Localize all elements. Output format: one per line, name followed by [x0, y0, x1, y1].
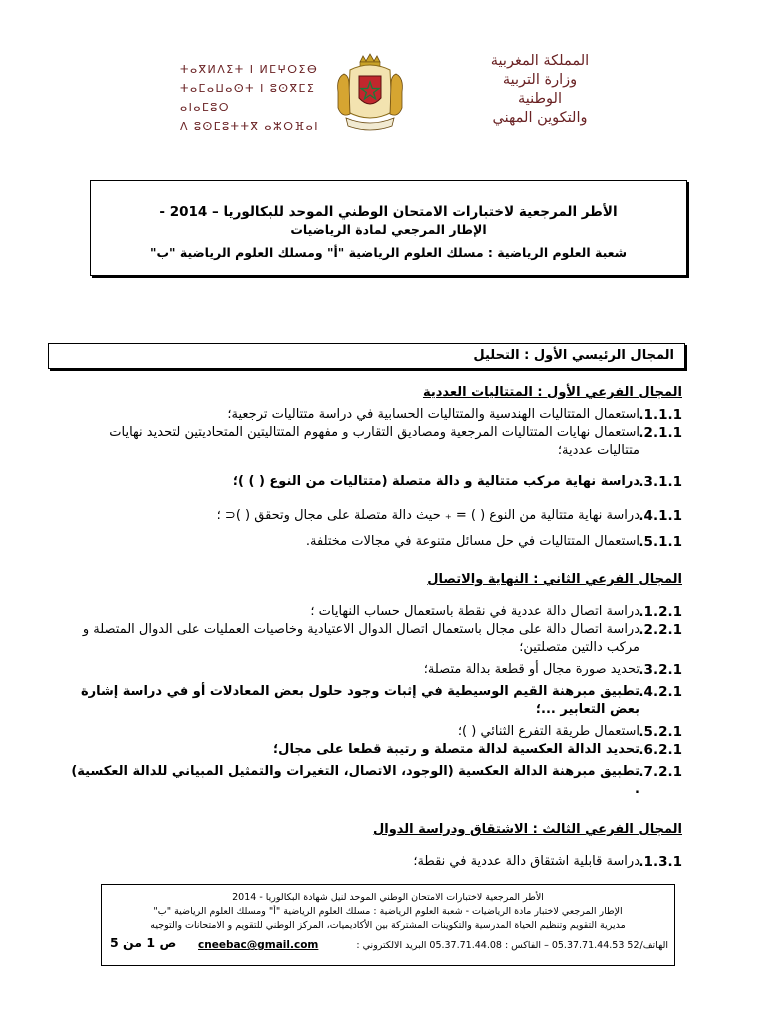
item-number: .5.2.1 — [638, 724, 682, 740]
item-text: دراسة قابلية اشتقاق دالة عددية في نقطة؛ — [413, 854, 640, 869]
item-text: تطبيق مبرهنة الدالة العكسية (الوجود، الاتصال، التغيرات والتمثيل المبياني للدالة العكسية) . — [71, 764, 640, 797]
document-subtitle: الإطار المرجعي لمادة الرياضيات — [290, 222, 487, 237]
email-link[interactable]: cneebac@gmail.com — [198, 939, 319, 951]
item-text: تحديد الدالة العكسية لدالة متصلة و رتيبة قطعا على مجال؛ — [272, 742, 640, 757]
list-item — [70, 603, 682, 621]
item-number: .3.1.1 — [638, 474, 682, 490]
item-number: .7.2.1 — [638, 764, 682, 780]
list-item — [70, 621, 682, 657]
list-item — [70, 763, 682, 799]
item-number: .1.1.1 — [638, 407, 682, 423]
header-tifinagh-line: ⴷ ⵓⵙⵎⵓⵜⵜⴳ ⴰⵣⵔⴼⴰⵏ — [180, 120, 319, 133]
item-number: .3.2.1 — [638, 662, 682, 678]
section-title: المجال الفرعي الثاني : النهاية والاتصال — [427, 572, 682, 587]
page-footer — [101, 884, 675, 966]
list-item — [70, 853, 682, 871]
page-number: ص 1 من 5 — [110, 935, 177, 950]
footer-line: الإطار المرجعي لاختبار مادة الرياضيات - شعبة العلوم الرياضية : مسلك العلوم الرياضية "أ" ومسلك العلوم الرياضية "ب" — [153, 906, 623, 917]
item-number: .2.2.1 — [638, 622, 682, 638]
list-item — [70, 406, 682, 424]
header-tifinagh-line: ⵜⴰⵎⴰⵡⴰⵙⵜ ⵏ ⵓⵙⴳⵎⵉ ⴰⵏⴰⵎⵓⵔ — [180, 82, 316, 114]
list-item — [70, 533, 682, 551]
tifinagh-header-text — [180, 60, 330, 136]
kingdom-ministry-arabic — [480, 52, 600, 128]
footer-line: مديرية التقويم وتنظيم الحياة المدرسية والتكوينات المشتركة بين الأكاديميات، المركز الوطني للتقويم و الامتحانات والتوجيه — [150, 920, 626, 931]
item-text: تحديد صورة مجال أو قطعة بدالة متصلة؛ — [423, 662, 640, 677]
list-item — [70, 661, 682, 679]
list-item — [70, 683, 682, 719]
item-number: .5.1.1 — [638, 534, 682, 550]
list-item — [70, 473, 682, 491]
item-number: .4.1.1 — [638, 508, 682, 524]
document-header — [180, 52, 600, 134]
morocco-coat-of-arms-icon — [332, 52, 408, 134]
framework-content — [70, 384, 682, 871]
list-item — [70, 505, 682, 527]
section-title: المجال الفرعي الأول : المتتاليات العددية — [422, 385, 682, 400]
document-title-box — [90, 180, 687, 276]
document-track: شعبة العلوم الرياضية : مسلك العلوم الرياضية "أ" ومسلك العلوم الرياضية "ب" — [149, 245, 628, 260]
header-arabic-line: المملكة المغربية — [490, 53, 590, 69]
item-text: استعمال المتتاليات في حل مسائل متنوعة في مجالات مختلفة. — [305, 534, 640, 549]
footer-contact: الهاتف/52 05.37.71.44.53 – الفاكس : 05.37.71.44.08 البريد الالكتروني : — [356, 940, 668, 951]
list-item — [70, 741, 682, 759]
item-text: استعمال نهايات المتتاليات المرجعية ومصاديق التقارب و مفهوم المتتاليتين المتحاديتين لتحديد نهايات متتاليات عددية؛ — [109, 425, 640, 458]
item-number: .6.2.1 — [638, 742, 682, 758]
item-number: .1.3.1 — [638, 854, 682, 870]
item-number: .2.1.1 — [638, 425, 682, 441]
section-title: المجال الفرعي الثالث : الاشتقاق ودراسة الدوال — [372, 822, 682, 837]
item-text: استعمال المتتاليات الهندسية والمتتاليات الحسابية في دراسة متتاليات ترجعية؛ — [227, 407, 640, 422]
document-title: الأطر المرجعية لاختبارات الامتحان الوطني الموحد للبكالوريا – 2014 - — [159, 204, 618, 220]
item-number: .4.2.1 — [638, 684, 682, 700]
item-text: تطبيق مبرهنة القيم الوسيطية في إثبات وجود حلول بعض المعادلات أو في دراسة إشارة بعض التعابير ...؛ — [80, 684, 640, 717]
item-number: .1.2.1 — [638, 604, 682, 620]
main-domain-heading: المجال الرئيسي الأول : التحليل — [48, 343, 685, 369]
item-text: دراسة اتصال دالة عددية في نقطة باستعمال حساب النهايات ؛ — [310, 604, 640, 619]
item-text: دراسة نهاية متتالية من النوع ( ) = ₊ حيث دالة متصلة على مجال وتحقق ( )⊂ ؛ — [216, 508, 640, 523]
header-tifinagh-line: ⵜⴰⴳⵍⴷⵉⵜ ⵏ ⵍⵎⵖⵔⵉⴱ — [180, 63, 319, 76]
list-item — [70, 424, 682, 460]
item-text: استعمال طريقة التفرع الثنائي ( )؛ — [457, 724, 640, 739]
header-arabic-line: والتكوين المهني — [492, 110, 588, 126]
item-text: دراسة اتصال دالة على مجال باستعمال اتصال الدوال الاعتيادية وخاصيات العمليات على الدوال المتصلة و مركب دالتين متصلتين؛ — [82, 622, 640, 655]
header-arabic-line: وزارة التربية الوطنية — [502, 72, 578, 107]
footer-line: الأطر المرجعية لاختبارات الامتحان الوطني الموحد لنيل شهادة البكالوريا - 2014 — [232, 892, 544, 903]
item-text: دراسة نهاية مركب متتالية و دالة متصلة (متتاليات من النوع ( ) )؛ — [232, 474, 640, 489]
list-item — [70, 723, 682, 741]
